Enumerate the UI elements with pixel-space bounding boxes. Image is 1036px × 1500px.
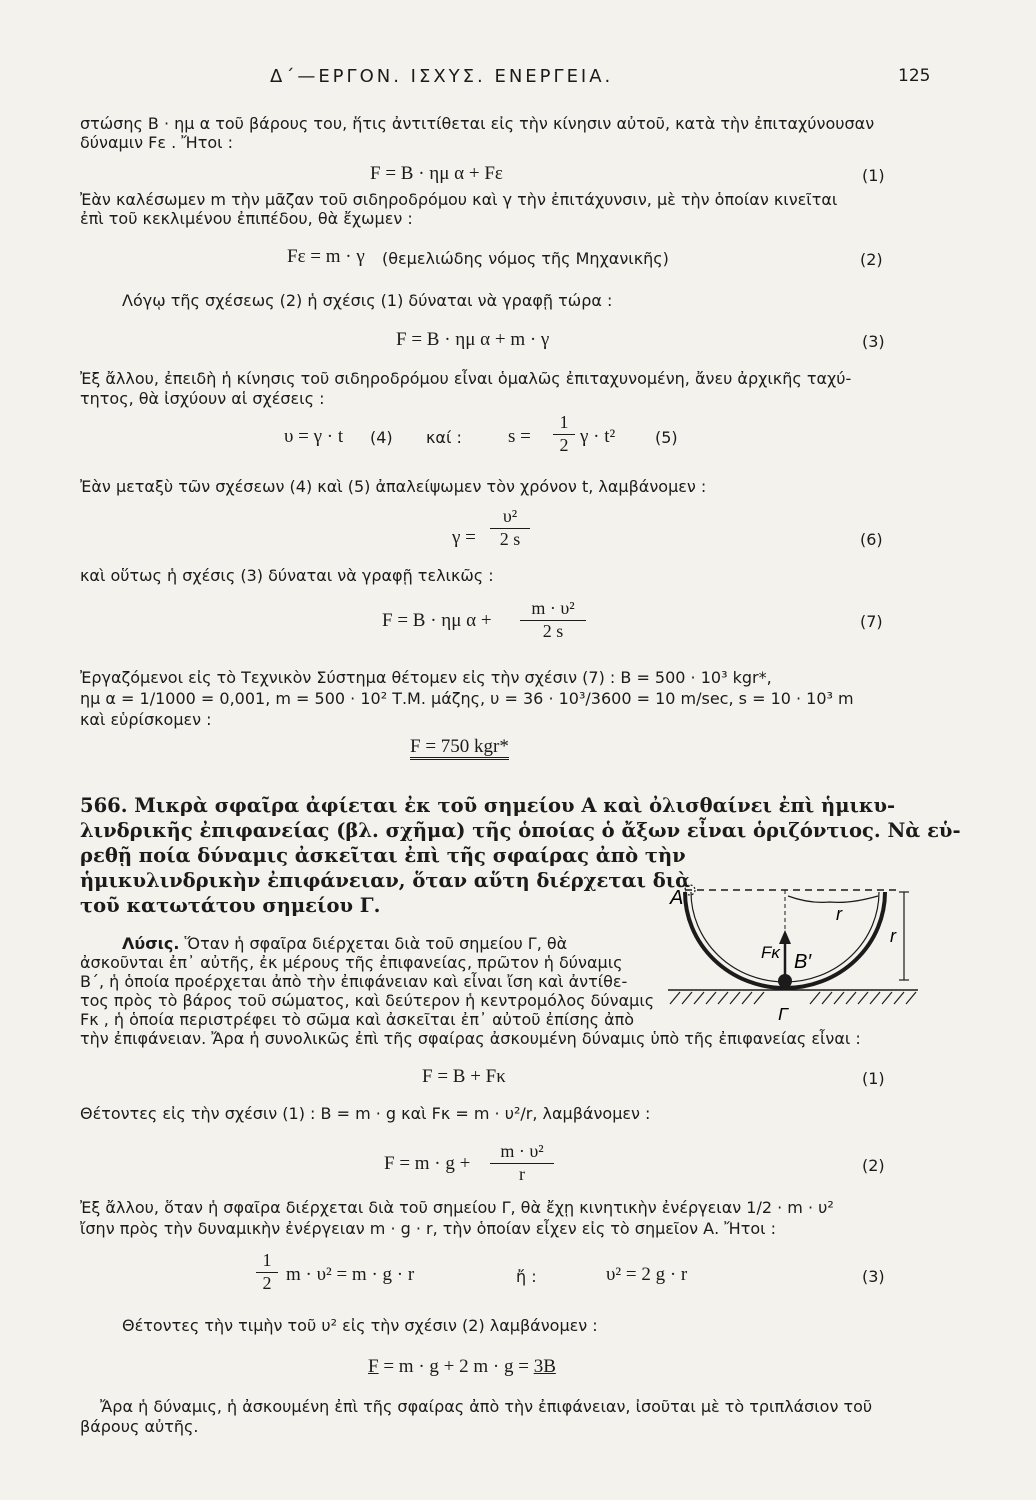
equation-2-note: (θεμελιώδης νόμος τῆς Μηχανικῆς) [382, 249, 669, 268]
equation-2: Fε = m · γ [287, 246, 365, 267]
solution-line11: Ἄρα ἡ δύναμις, ἡ ἀσκουμένη ἐπὶ τῆς σφαίρας ἀπὸ τὴν ἐπιφάνειαν, ἰσοῦται μὲ τὸ τριπλάσιον τοῦ [100, 1397, 873, 1416]
equation-5-lhs: s = [508, 426, 531, 447]
p1-line1: στώσης Β · ημ α τοῦ βάρους του, ἥτις ἀντιτίθεται εἰς τὴν κίνησιν αὐτοῦ, κατὰ τὴν ἐπιταχύνουσαν [80, 114, 875, 133]
solution-eq2-lhs: F = m · g + [384, 1153, 471, 1174]
p4-line1: Ἐξ ἄλλου, ἐπειδὴ ἡ κίνησις τοῦ σιδηροδρόμου εἶναι ὁμαλῶς ἐπιταχυνομένη, ἄνευ ἀρχικῆς ταχύ- [80, 369, 852, 388]
solution-eq2-number: (2) [862, 1156, 885, 1175]
equation-5-number: (5) [655, 428, 678, 447]
solution-line6: τὴν ἐπιφάνειαν. Ἄρα ἡ συνολικῶς ἐπὶ τῆς σφαίρας ἀσκουμένη δύναμις ὑπὸ τῆς ἐπιφανείας εἶναι : [80, 1029, 861, 1048]
solution-label: Λύσις. [122, 934, 180, 953]
force-arrow-head [779, 930, 791, 944]
equation-1-number: (1) [862, 166, 885, 185]
solution-eq3-fraction [256, 1250, 278, 1294]
p4-line2: τητος, θὰ ἰσχύουν αἱ σχέσεις : [80, 389, 325, 408]
fraction-numerator: υ² [502, 506, 518, 526]
solution-line1-text: Ὅταν ἡ σφαῖρα διέρχεται διὰ τοῦ σημείου Γ, θὰ [184, 934, 568, 953]
semicylinder-figure [660, 876, 922, 1026]
fraction-denominator: 2 s [542, 621, 564, 641]
solution-eq1: F = B + Fκ [422, 1066, 506, 1087]
equation-6-lhs: γ = [452, 527, 476, 548]
final-equation [368, 1356, 556, 1378]
equation-4: υ = γ · t [284, 426, 344, 447]
fraction-numerator: m · υ² [531, 598, 575, 618]
result-750 [410, 736, 509, 758]
final-mid: = m · g + 2 m · g = [383, 1356, 529, 1377]
solution-line4: τος πρὸς τὸ βάρος τοῦ σώματος, καὶ δεύτερον ἡ κεντρομόλος δύναμις [80, 991, 655, 1010]
solution-eq2-fraction [490, 1141, 554, 1185]
label-b-prime: B′ [794, 951, 812, 973]
p1-line2: δύναμιν Fε . Ἤτοι : [80, 133, 233, 152]
solution-line1 [122, 934, 567, 953]
label-a: A [670, 887, 684, 909]
ground-hatching [670, 992, 916, 1004]
equation-1: F = B · ημ α + Fε [370, 163, 503, 184]
solution-line5: Fκ , ἡ ὁποία περιστρέφει τὸ σῶμα καὶ ἀσκεῖται ἐπ᾽ αὐτοῦ ἐπίσης ἀπὸ [80, 1010, 635, 1029]
equation-4-number: (4) [370, 428, 393, 447]
problem-heading-line3: ρεθῇ ποία δύναμις ἀσκεῖται ἐπὶ τῆς σφαίρας ἀπὸ τὴν [80, 844, 686, 867]
solution-line3: Β΄, ἡ ὁποία προέρχεται ἀπὸ τὴν ἐπιφάνειαν καὶ εἶναι ἴση καὶ ἀντίθε- [80, 972, 628, 991]
fraction-numerator: 1 [559, 412, 569, 432]
problem-heading-text1: Μικρὰ σφαῖρα ἀφίεται ἐκ τοῦ σημείου Α καὶ ὀλισθαίνει ἐπὶ ἡμικυ- [134, 794, 896, 817]
fraction-numerator: m · υ² [500, 1141, 544, 1161]
problem-heading-line5: τοῦ κατωτάτου σημείου Γ. [80, 894, 381, 917]
equation-7-fraction [520, 598, 586, 642]
header-title: Δ΄—ΕΡΓΟΝ. ΙΣΧΥΣ. ΕΝΕΡΓΕΙΑ. [270, 66, 614, 87]
equation-2-number: (2) [860, 250, 883, 269]
fraction-numerator: 1 [262, 1250, 272, 1270]
p2-line1: Ἐὰν καλέσωμεν m τὴν μᾶζαν τοῦ σιδηροδρόμου καὶ γ τὴν ἐπιτάχυνσιν, μὲ τὴν ὁποίαν κινεῖται [80, 190, 838, 209]
solution-eq3-rhs: υ² = 2 g · r [606, 1264, 688, 1285]
equation-5-fraction [553, 412, 575, 456]
label-r-top: r [836, 904, 842, 924]
problem-heading-line2: λινδρικῆς ἐπιφανείας (βλ. σχῆμα) τῆς ὁποίας ὁ ἄξων εἶναι ὁριζόντιος. Νὰ εὑ- [80, 819, 961, 842]
solution-line10: Θέτοντες τὴν τιμὴν τοῦ υ² εἰς τὴν σχέσιν (2) λαμβάνομεν : [122, 1316, 598, 1335]
p7-line2: ημ α = 1/1000 = 0,001, m = 500 · 10² Τ.Μ. μάζης, υ = 36 · 10³/3600 = 10 m/sec, s = 10 · 10³ m [80, 689, 854, 708]
solution-line2: ἀσκοῦνται ἐπ᾽ αὐτῆς, ἐκ μέρους τῆς ἐπιφανείας, πρῶτον ἡ δύναμις [80, 953, 623, 972]
solution-eq3-or: ἤ : [516, 1267, 537, 1286]
fraction-denominator: r [519, 1164, 525, 1184]
page-number: 125 [898, 66, 931, 86]
radius-brace-top [788, 896, 878, 902]
label-r-side: r [890, 926, 896, 946]
equation-7-number: (7) [860, 612, 883, 631]
fraction-denominator: 2 s [499, 529, 521, 549]
equation-6-fraction [490, 506, 530, 550]
label-gamma: Γ [778, 1004, 789, 1024]
equation-3-number: (3) [862, 332, 885, 351]
solution-line8: Ἐξ ἄλλου, ὅταν ἡ σφαῖρα διέρχεται διὰ τοῦ σημείου Γ, θὰ ἔχῃ κινητικὴν ἐνέργειαν 1/2 · m · υ² [80, 1198, 834, 1217]
solution-eq3-number: (3) [862, 1267, 885, 1286]
problem-heading-line1 [80, 794, 895, 817]
equation-7-lhs: F = B · ημ α + [382, 610, 492, 631]
result-750-text: F = 750 kgr* [410, 736, 509, 760]
equation-6-number: (6) [860, 530, 883, 549]
final-result: 3B [533, 1356, 556, 1377]
p7-line1: Ἐργαζόμενοι εἰς τὸ Τεχνικὸν Σύστημα θέτομεν εἰς τὴν σχέσιν (7) : Β = 500 · 10³ kgr*, [80, 668, 772, 687]
solution-line9: ἴσην πρὸς τὴν δυναμικὴν ἐνέργειαν m · g · r, τὴν ὁποίαν εἶχεν εἰς τὸ σημεῖον Α. Ἤτοι : [80, 1219, 776, 1238]
p5: Ἐὰν μεταξὺ τῶν σχέσεων (4) καὶ (5) ἀπαλείψωμεν τὸν χρόνον t, λαμβάνομεν : [80, 477, 707, 496]
p3: Λόγῳ τῆς σχέσεως (2) ἡ σχέσις (1) δύναται νὰ γραφῇ τώρα : [122, 291, 613, 310]
solution-line12: βάρους αὐτῆς. [80, 1417, 199, 1436]
solution-eq1-number: (1) [862, 1069, 885, 1088]
problem-heading-line4: ἡμικυλινδρικὴν ἐπιφάνειαν, ὅταν αὕτη διέρχεται διὰ [80, 869, 691, 892]
fraction-denominator: 2 [559, 435, 569, 455]
solution-line7: Θέτοντες εἰς τὴν σχέσιν (1) : Β = m · g καὶ Fκ = m · υ²/r, λαμβάνομεν : [80, 1104, 651, 1123]
p2-line2: ἐπὶ τοῦ κεκλιμένου ἐπιπέδου, θὰ ἔχωμεν : [80, 209, 413, 228]
equation-5-rhs: γ · t² [580, 426, 616, 447]
solution-eq3-mid: m · υ² = m · g · r [286, 1264, 415, 1285]
ball [778, 974, 792, 988]
equation-4-and: καί : [426, 428, 462, 447]
fraction-denominator: 2 [262, 1273, 272, 1293]
p6: καὶ οὕτως ἡ σχέσις (3) δύναται νὰ γραφῇ τελικῶς : [80, 566, 494, 585]
final-f: F [368, 1356, 379, 1377]
p7-line3: καὶ εὑρίσκομεν : [80, 710, 212, 729]
equation-3: F = B · ημ α + m · γ [396, 329, 550, 350]
label-fk: Fκ [761, 943, 780, 962]
problem-number: 566. [80, 794, 128, 817]
